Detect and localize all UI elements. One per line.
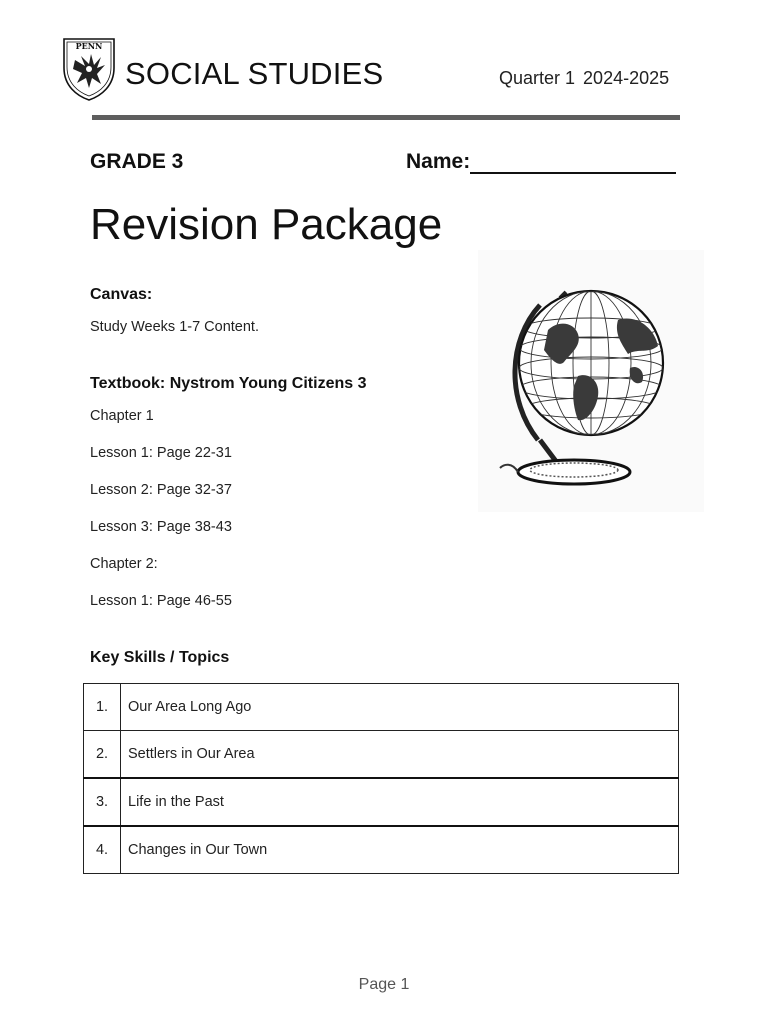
name-blank-line: [470, 150, 676, 174]
row-number: 3.: [84, 778, 121, 826]
table-row: [84, 684, 679, 731]
quarter-label: [499, 68, 669, 89]
key-skills-heading: Key Skills / Topics: [90, 649, 230, 666]
row-topic: Changes in Our Town: [121, 826, 679, 874]
textbook-item-chapter-2: Chapter 2:: [90, 556, 158, 572]
canvas-heading: Canvas:: [90, 286, 153, 303]
document-title: Revision Package: [90, 200, 443, 249]
page-number: Page 1: [358, 976, 410, 993]
row-topic: Settlers in Our Area: [121, 731, 679, 779]
textbook-item-lesson-2: Lesson 2: Page 32-37: [90, 482, 232, 498]
name-field: [406, 150, 676, 174]
row-number: 1.: [84, 684, 121, 731]
row-number: 4.: [84, 826, 121, 874]
header-divider: [92, 115, 680, 120]
name-label: Name:: [406, 150, 471, 173]
canvas-text: Study Weeks 1-7 Content.: [90, 319, 259, 335]
textbook-item-ch2-lesson-1: Lesson 1: Page 46-55: [90, 593, 232, 609]
school-crest-logo: [61, 36, 117, 102]
table-row: [84, 826, 679, 874]
logo-text: PENN: [75, 41, 103, 51]
globe-icon: [478, 250, 704, 512]
textbook-item-lesson-1: Lesson 1: Page 22-31: [90, 445, 232, 461]
row-topic: Life in the Past: [121, 778, 679, 826]
row-number: 2.: [84, 731, 121, 779]
textbook-item-lesson-3: Lesson 3: Page 38-43: [90, 519, 232, 535]
school-year: 2024-2025: [583, 68, 670, 88]
textbook-heading: Textbook: Nystrom Young Citizens 3: [90, 375, 367, 392]
table-row: [84, 731, 679, 779]
key-skills-table: [83, 683, 679, 874]
quarter-text: Quarter 1: [499, 68, 576, 88]
row-topic: Our Area Long Ago: [121, 684, 679, 731]
table-row: [84, 778, 679, 826]
textbook-item-chapter-1: Chapter 1: [90, 408, 154, 424]
grade-label: GRADE 3: [90, 150, 184, 173]
subject-title: SOCIAL STUDIES: [125, 56, 384, 91]
